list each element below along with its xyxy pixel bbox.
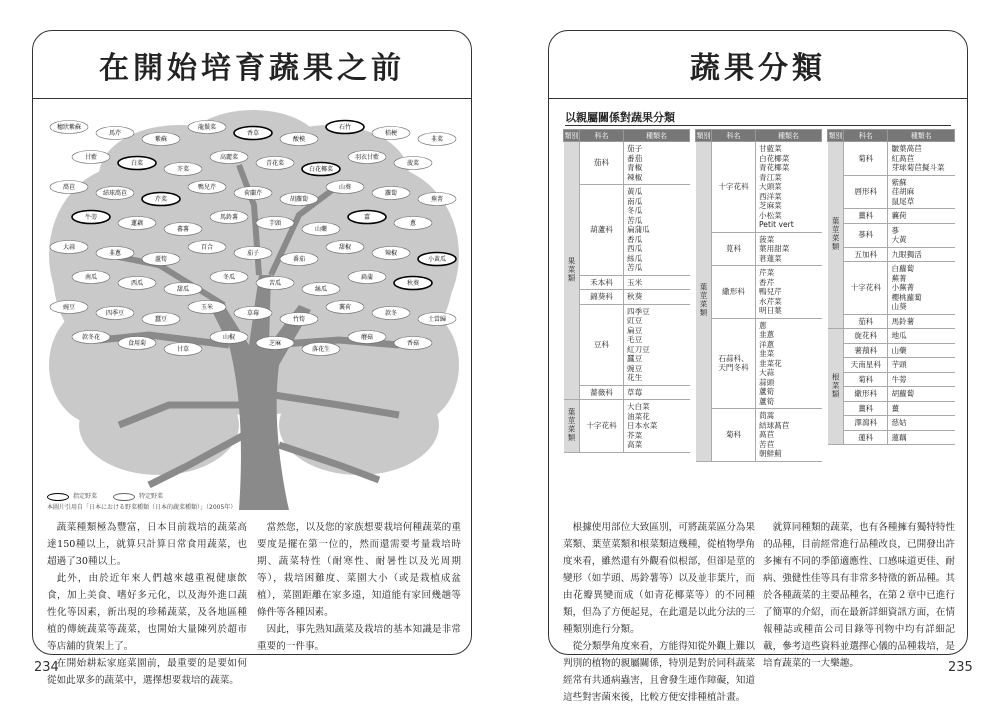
table-header-group: 類別: [828, 131, 843, 140]
tree-node-label: 韭菜: [430, 136, 444, 144]
family-cell: 薔薇科: [580, 385, 624, 400]
family-cell: 繖形科: [844, 387, 888, 402]
table-row: [828, 314, 955, 329]
family-cell: 薑科: [844, 209, 888, 224]
tree-node: [72, 331, 110, 344]
tree-node: [234, 127, 272, 140]
tree-node: [118, 277, 156, 290]
tree-node-label: 甘藍: [84, 154, 98, 162]
vegetable-cell: 茼蒿 結球萵苣 萵苣 苦苣 朝鮮薊: [756, 409, 822, 462]
tree-node: [142, 313, 180, 326]
family-cell: 蓮科: [844, 430, 888, 445]
tree-node: [118, 217, 156, 230]
family-cell: 禾本科: [580, 275, 624, 290]
tree-node-label: 馬芹: [108, 130, 122, 138]
vegetable-family-tree: [39, 105, 467, 510]
tree-node-label: 西瓜: [130, 280, 144, 288]
family-cell: 薑科: [844, 401, 888, 416]
table-row: [696, 409, 822, 462]
family-cell: 五加科: [844, 247, 888, 262]
table-header-family: 科名: [844, 130, 888, 142]
body-column-2: [763, 519, 955, 672]
table-row: [828, 262, 955, 315]
tree-node-label: 蘘荷: [338, 304, 352, 312]
tree-node-label: 秋葵: [406, 280, 420, 288]
family-cell: 菊科: [712, 409, 756, 462]
tree-node-label: 馬鈴薯: [219, 214, 239, 222]
paragraph: 蔬菜種類極為豐富，日本目前栽培的蔬菜高達150種以上，就算只計算日常食用蔬菜，也超過了30種以上。: [47, 522, 247, 567]
table-row: [828, 416, 955, 431]
tree-node: [210, 211, 248, 224]
table-header-vegetable: 種類名: [756, 130, 822, 142]
table-row: [564, 400, 690, 453]
table-row: [696, 318, 822, 409]
tree-node: [372, 187, 410, 200]
tree-node: [280, 313, 318, 326]
classification-table-2: [695, 129, 822, 462]
tree-node: [234, 247, 272, 260]
table-row: [828, 387, 955, 402]
tree-node: [418, 253, 456, 266]
tree-node-label: 蕃薯: [176, 226, 190, 234]
paragraph: 就算同種類的蔬菜，也有各種擁有獨特特性的品種，目前經常進行品種改良，已開發出許多擁有不同的季節適應性、口感味道更佳、耐病、強健性佳等具有非常多特徵的新品種。其於各種蔬菜的主要品種名，在第２章中已進行了簡單的介紹，而在最新詳細資訊方面，在情報種誌或種苗公司目錄等刊物中均有詳細記載，參考這些資料並選擇心儀的品種栽培，是培育蔬菜的一大樂趣。: [763, 522, 955, 669]
tree-node-label: 結球萵苣: [102, 190, 128, 198]
tree-node: [348, 331, 386, 344]
tree-node: [142, 193, 180, 206]
table-row: [564, 142, 690, 185]
table-row: [696, 266, 822, 319]
tree-node-label: 香草: [246, 130, 260, 138]
tree-node: [50, 181, 88, 194]
tree-node-label: 桔梗: [384, 130, 398, 138]
tree-node-label: 款冬: [384, 310, 398, 318]
tree-node-label: 萵苣: [62, 184, 76, 192]
table-row: [828, 401, 955, 416]
vegetable-cell: 紫蘇 荏胡麻 鼠尾草: [888, 175, 955, 209]
vegetable-cell: 蘘荷: [888, 209, 955, 224]
tree-node-label: 韭蔥: [108, 250, 122, 258]
vegetable-cell: 菠菜 葉用甜菜 莙薘菜: [756, 232, 822, 266]
tree-node-label: 百合: [200, 244, 214, 252]
family-cell: 繖形科: [712, 266, 756, 319]
special-oval-icon: [113, 493, 135, 501]
tree-node-label: 南瓜: [84, 274, 98, 282]
tree-node: [164, 223, 202, 236]
tree-node-label: 落花生: [311, 346, 331, 354]
table-row: [828, 142, 955, 176]
vegetable-cell: 九眼獨活: [888, 247, 955, 262]
tree-node-label: 鴨兒芹: [197, 184, 217, 192]
tree-node: [50, 241, 88, 254]
tree-node-label: 小黃瓜: [427, 256, 447, 264]
tree-node-label: 蘆筍: [154, 256, 168, 264]
table-row: [564, 304, 690, 385]
paragraph: 當然您，以及您的家族想要栽培何種蔬菜的重要度是擺在第一位的，然而還需要考量栽培時期、蔬菜特性（耐寒性、耐暑性以及光周期等），栽培困難度、菜園大小（或是栽植成盆植），菜園距離在家多遠，知道能有家回幾趟等條件等各種因素。: [257, 522, 461, 618]
tree-node-label: 四季豆: [105, 310, 125, 318]
table-row: [564, 275, 690, 290]
body-column-2: [257, 519, 461, 655]
tree-node: [142, 253, 180, 266]
family-cell: 菊科: [844, 142, 888, 176]
group-cell: 果菜類: [564, 142, 580, 400]
family-cell: 唇形科: [844, 175, 888, 209]
legend-selected: 指定野菜: [73, 493, 98, 500]
section-divider: [565, 125, 951, 126]
vegetable-cell: 皺葉萵苣 紅萵苣 芽球菊苣擬斗菜: [888, 142, 955, 176]
tree-node-label: 扁蒲: [360, 274, 374, 282]
tree-node-label: 山椒: [222, 334, 236, 342]
tree-node: [280, 133, 318, 146]
family-cell: 豆科: [580, 304, 624, 385]
paragraph: 根據使用部位大致區別，可將蔬菜區分為果菜類、葉莖菜類和根菜類這幾種，從植物學角度來看，雖然還有外觀看似根部，但卻是莖的變形（如芋頭、馬鈴薯等）以及並非葉片，而由花瓣異變而成（如青花椰菜等）的不同種類，但為了方便起見，在此還是以此分法的三種類別進行分類。: [563, 522, 755, 635]
vegetable-cell: 馬鈴薯: [888, 314, 955, 329]
tree-node: [118, 157, 156, 170]
tree-node: [210, 331, 248, 344]
tree-node: [72, 271, 110, 284]
family-cell: 天南星科: [844, 358, 888, 373]
family-cell: 蔘科: [844, 223, 888, 247]
vegetable-cell: 山藥: [888, 343, 955, 358]
table-header-family: 科名: [580, 130, 624, 142]
tree-node: [326, 301, 364, 314]
page-number-left: 234: [34, 660, 59, 675]
tree-node: [164, 163, 202, 176]
tree-node-label: 番茄: [292, 256, 306, 264]
table-row: [828, 175, 955, 209]
tree-node: [302, 223, 340, 236]
vegetable-cell: 蔥 韭蔥 洋蔥 韭菜 韭菜花 大蒜 蒜頭 蘆筍 蘆筍: [756, 318, 822, 409]
vegetable-cell: 地瓜: [888, 329, 955, 344]
table-header-group: 類別: [564, 131, 579, 140]
vegetable-cell: 薑: [888, 401, 955, 416]
table-header-vegetable: 種類名: [624, 130, 690, 142]
tree-node: [280, 193, 318, 206]
tree-node-label: 蘑菇: [360, 334, 374, 342]
tree-node: [394, 337, 432, 350]
tree-node: [96, 307, 134, 320]
tree-node: [142, 133, 180, 146]
vegetable-cell: 秋葵: [624, 290, 690, 305]
tree-node: [210, 151, 248, 164]
tree-node: [72, 211, 110, 224]
vegetable-cell: 芹菜 香芹 鴨兒芹 水芹菜 明日葉: [756, 266, 822, 319]
vegetable-cell: 芋頭: [888, 358, 955, 373]
tree-node: [96, 247, 134, 260]
legend-special: 特定野菜: [138, 493, 163, 500]
table-row: [828, 329, 955, 344]
tree-node-label: 草莓: [246, 310, 260, 318]
tree-node-label: 款冬花: [81, 334, 101, 342]
classification-table-3: [827, 129, 955, 445]
tree-node-label: 紫蘇: [154, 136, 168, 144]
group-cell: 葉莖菜類: [696, 142, 712, 462]
tree-node: [50, 121, 88, 134]
tree-node: [418, 133, 456, 146]
tree-node: [256, 217, 294, 230]
vegetable-cell: 黃瓜 南瓜 冬瓜 苦瓜 扁蒲瓜 香瓜 西瓜 絲瓜 苦瓜: [624, 185, 690, 276]
tree-node: [256, 157, 294, 170]
body-column-1: [563, 519, 755, 706]
tree-node-label: 山葵: [338, 184, 352, 192]
tree-node: [96, 127, 134, 140]
tree-node-label: 薑: [363, 214, 371, 222]
vegetable-cell: 大白菜 油菜花 日本水菜 芥菜 高菜: [624, 400, 690, 453]
tree-node: [96, 187, 134, 200]
tree-node-label: 茄子: [246, 250, 260, 258]
tree-node-label: 芝麻: [268, 340, 282, 348]
table-header-family: 科名: [712, 130, 756, 142]
page-title: 在開始培育蔬果之前: [33, 31, 471, 99]
vegetable-cell: 四季豆 豇豆 扁豆 毛豆 紅刀豆 蠶豆 豌豆 花生: [624, 304, 690, 385]
tree-node-label: 蔥: [409, 220, 417, 228]
tree-node-label: 甘草: [176, 346, 190, 354]
tree-node-label: 玉米: [200, 304, 214, 312]
vegetable-cell: 玉米: [624, 275, 690, 290]
tree-node-label: 冬瓜: [222, 274, 236, 282]
tree-node: [348, 271, 386, 284]
family-cell: 莧科: [712, 232, 756, 266]
tree-node: [164, 343, 202, 356]
tree-node: [326, 241, 364, 254]
tree-node: [326, 121, 364, 134]
tree-node: [234, 187, 272, 200]
paragraph: 此外，由於近年來人們越來越重視健康飲食，加上美食、嗜好多元化，以及海外進口蔬性化等因素，新出現的珍稀蔬菜，及各地區種植的傳統蔬菜等蔬菜，也開始大量陳列於超市等店舖的貨架上了。: [47, 573, 247, 652]
legend: [47, 493, 236, 512]
tree-node: [372, 247, 410, 260]
selected-oval-icon: [47, 493, 69, 501]
tree-node: [348, 151, 386, 164]
tree-node: [280, 253, 318, 266]
tree-node: [302, 283, 340, 296]
table-row: [828, 372, 955, 387]
family-cell: 錦葵科: [580, 290, 624, 305]
family-cell: 澤瀉科: [844, 416, 888, 431]
tree-node-label: 苦瓜: [268, 280, 282, 288]
tree-node-label: 高麗菜: [219, 154, 239, 162]
vegetable-cell: 蔘 大黃: [888, 223, 955, 247]
tree-node-label: 絲瓜: [314, 286, 328, 294]
table-row: [828, 358, 955, 373]
tree-node-label: 羽衣甘藍: [354, 154, 380, 162]
vegetable-cell: 茄子 番茄 青椒 辣椒: [624, 142, 690, 185]
vegetable-cell: 蓮藕: [888, 430, 955, 445]
tree-node-label: 香菇: [406, 340, 420, 348]
tree-node-label: 土當歸: [427, 316, 447, 324]
page-title: 蔬果分類: [549, 31, 967, 99]
table-header-group: 類別: [696, 131, 711, 140]
page-number-right: 235: [948, 660, 973, 675]
tree-node: [164, 283, 202, 296]
table-row: [564, 185, 690, 276]
table-header-vegetable: 種類名: [888, 130, 955, 142]
tree-node: [188, 181, 226, 194]
tree-node: [302, 343, 340, 356]
tree-node-label: 龍鬚菜: [197, 124, 217, 132]
family-cell: 葫蘆科: [580, 185, 624, 276]
table-row: [696, 142, 822, 233]
table-row: [828, 209, 955, 224]
tree-node: [188, 301, 226, 314]
tree-node-label: 辣椒: [384, 250, 398, 258]
tree-node: [418, 313, 456, 326]
vegetable-cell: 牛蒡: [888, 372, 955, 387]
tree-node-label: 青花菜: [265, 160, 285, 168]
vegetable-cell: 慈姑: [888, 416, 955, 431]
tree-node-label: 荷蘭芹: [243, 190, 263, 198]
family-cell: 旋花科: [844, 329, 888, 344]
group-cell: 葉莖菜類: [828, 142, 844, 329]
tree-node-label: 蠶豆: [154, 316, 168, 324]
table-row: [828, 343, 955, 358]
tree-node-label: 蓮藕: [130, 220, 144, 228]
table-row: [828, 223, 955, 247]
tree-node-label: 竹筍: [292, 316, 306, 324]
paragraph: 在開始耕耘家庭菜園前，最重要的是要如何從如此眾多的蔬菜中，選擇想要栽培的蔬菜。: [47, 658, 247, 686]
tree-node-label: 大蒜: [62, 244, 76, 252]
tree-node-label: 芹菜: [154, 196, 168, 204]
table-row: [564, 385, 690, 400]
tree-node: [418, 193, 456, 206]
tree-node: [372, 307, 410, 320]
family-cell: 石蒜科、 天門冬科: [712, 318, 756, 409]
tree-node-label: 蘿蔔: [384, 190, 398, 198]
tree-node: [188, 241, 226, 254]
tree-node: [394, 217, 432, 230]
family-cell: 十字花科: [712, 142, 756, 233]
family-cell: 茄科: [580, 142, 624, 185]
classification-table-1: [563, 129, 690, 453]
tree-node: [394, 157, 432, 170]
tree-node: [234, 307, 272, 320]
family-cell: 十字花科: [844, 262, 888, 315]
tree-node-label: 蕪菁: [430, 196, 444, 204]
family-cell: 茄科: [844, 314, 888, 329]
tree-node: [72, 151, 110, 164]
vegetable-cell: 草莓: [624, 385, 690, 400]
tree-node: [256, 337, 294, 350]
group-cell: 根菜類: [828, 329, 844, 445]
table-row: [828, 430, 955, 445]
table-row: [564, 290, 690, 305]
table-row: [828, 247, 955, 262]
tree-node: [50, 301, 88, 314]
tree-node: [188, 121, 226, 134]
tree-node-label: 穗狀紫蘇: [56, 124, 82, 132]
family-cell: 十字花科: [580, 400, 624, 453]
paragraph: 因此，事先熟知蔬菜及栽培的基本知識是非常重要的一件事。: [257, 624, 461, 652]
table-row: [696, 232, 822, 266]
group-cell: 葉莖菜類: [564, 400, 580, 453]
tree-node: [326, 181, 364, 194]
tree-node: [210, 271, 248, 284]
body-column-1: [47, 519, 247, 689]
tree-node-label: 胡蘿蔔: [289, 196, 309, 204]
tree-node-label: 菠菜: [406, 160, 420, 168]
tree-node: [256, 277, 294, 290]
vegetable-cell: 白蘿蔔 蕪菁 小蕪菁 櫻桃蘿蔔 山葵: [888, 262, 955, 315]
vegetable-cell: 甘藍菜 白花椰菜 青花椰菜 青江菜 大頭菜 西洋菜 芝麻菜 小松菜 Petit vert: [756, 142, 822, 233]
tree-node: [394, 277, 432, 290]
tree-node-label: 甜椒: [338, 244, 352, 252]
source-note: 本圖片引用自「日本における野菜種類（日本的蔬菜種類）」（2005年）: [47, 504, 237, 511]
tree-node-label: 芋頭: [268, 220, 282, 228]
family-cell: 薯蕷科: [844, 343, 888, 358]
paragraph: 從分類學角度來看，方能得知從外觀上難以判別的植物的親屬關係，特別是對於同科蔬菜經常有共通病蟲害，且會發生連作障礙，知道這些對害菌來後，比較方便安排種植計畫。: [563, 641, 755, 703]
tree-node-label: 豌豆: [62, 304, 76, 312]
tree-node-label: 酸模: [292, 136, 306, 144]
tree-node-label: 白花椰菜: [308, 166, 334, 174]
vegetable-cell: 胡蘿蔔: [888, 387, 955, 402]
tree-node-label: 芥菜: [176, 166, 190, 174]
tree-node-label: 牛蒡: [84, 214, 98, 222]
tree-node-label: 白菜: [130, 160, 144, 168]
tree-node: [118, 337, 156, 350]
family-cell: 菊科: [844, 372, 888, 387]
tree-node-label: 食用菊: [127, 340, 147, 348]
tree-node: [348, 211, 386, 224]
section-title: 以親屬關係對蔬果分類: [565, 111, 675, 124]
tree-node: [302, 163, 340, 176]
tree-node: [372, 127, 410, 140]
tree-node-label: 山藥: [314, 226, 328, 234]
tree-node-label: 甜瓜: [176, 286, 190, 294]
tree-node-label: 石竹: [338, 124, 352, 132]
